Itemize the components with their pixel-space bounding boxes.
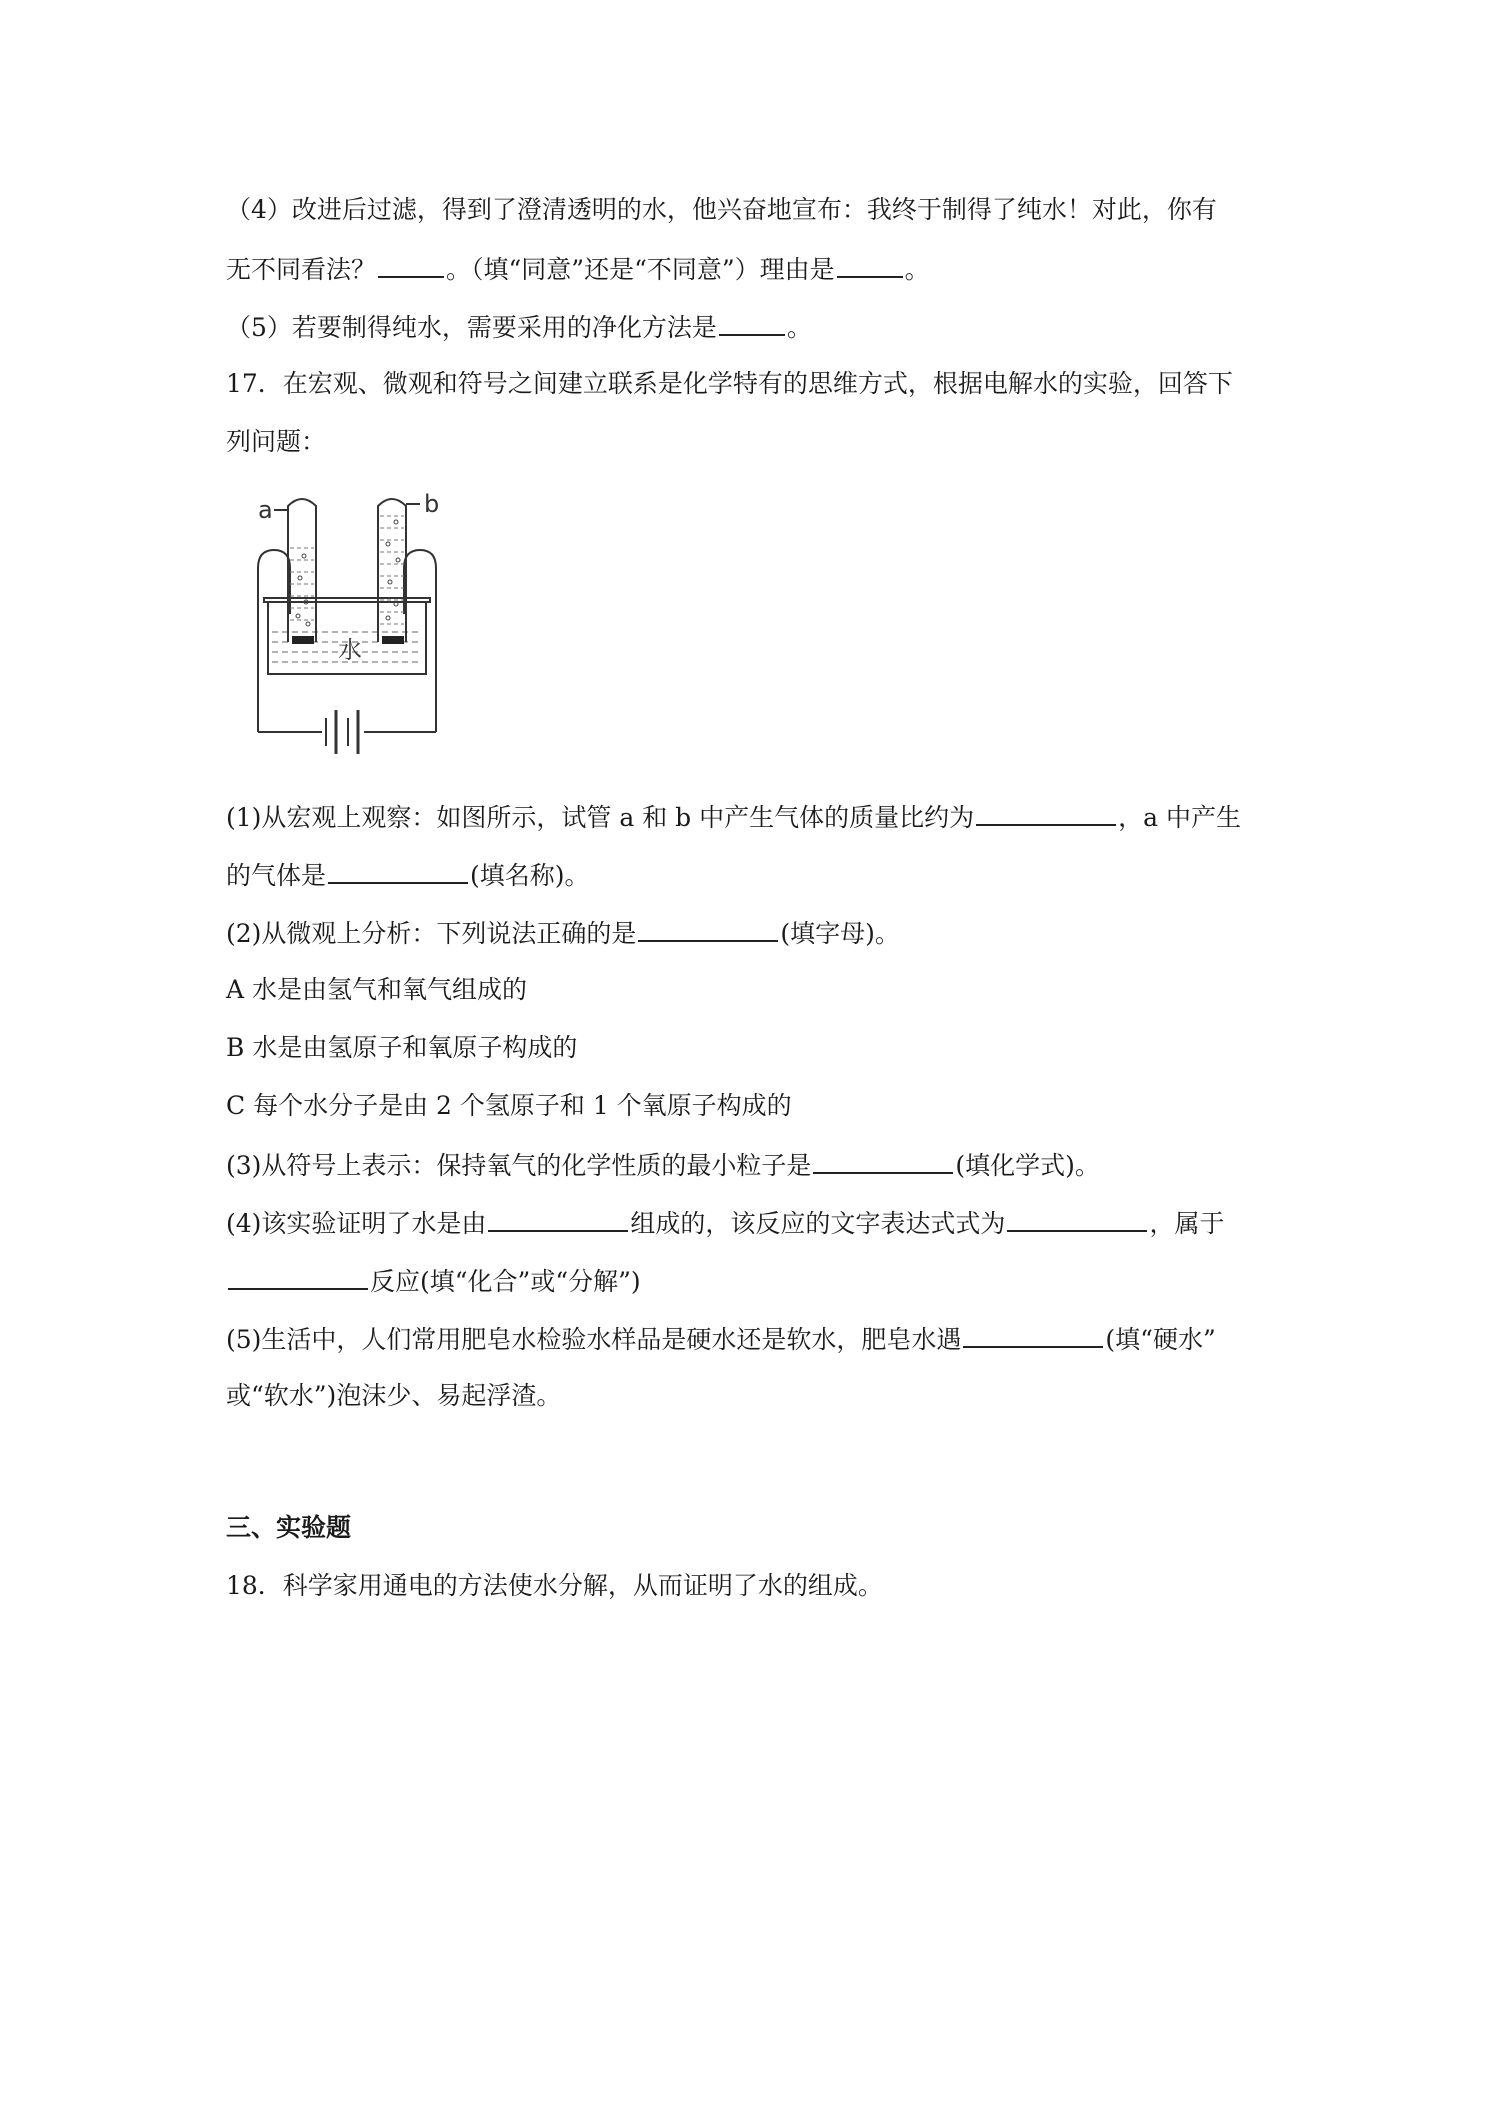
electrolysis-apparatus-figure	[228, 486, 468, 776]
answer-blank[interactable]	[719, 308, 785, 336]
q17-sub1-line1: (1)从宏观上观察：如图所示，试管 a 和 b 中产生气体的质量比约为 ，a 中产生	[226, 798, 1241, 836]
answer-blank[interactable]	[228, 1262, 368, 1290]
q17-stem-line2: 列问题：	[226, 427, 327, 456]
q17-sub3: (3)从符号上表示：保持氧气的化学性质的最小粒子是 (填化学式)。	[226, 1146, 1100, 1184]
label-a: a	[258, 496, 273, 524]
label-water: 水	[338, 636, 362, 664]
electrode-b	[382, 636, 404, 644]
label-b: b	[424, 490, 440, 518]
answer-blank[interactable]	[976, 798, 1116, 826]
electrolysis-diagram	[228, 486, 468, 776]
q17-option-b: B 水是由氢原子和氧原子构成的	[226, 1033, 578, 1062]
q18-stem: 18．科学家用通电的方法使水分解，从而证明了水的组成。	[226, 1571, 883, 1600]
answer-blank[interactable]	[813, 1146, 953, 1174]
answer-blank[interactable]	[488, 1204, 628, 1232]
test-tube-b	[378, 499, 406, 642]
q16-part5: （5）若要制得纯水，需要采用的净化方法是 。	[226, 308, 812, 346]
q17-option-c: C 每个水分子是由 2 个氢原子和 1 个氧原子构成的	[226, 1091, 792, 1120]
answer-blank[interactable]	[378, 250, 444, 278]
answer-blank[interactable]	[638, 914, 778, 942]
q17-sub5-line2: 或“软水”)泡沫少、易起浮渣。	[226, 1381, 562, 1410]
bubbles-a	[296, 554, 310, 626]
q17-sub4-line1: (4)该实验证明了水是由 组成的，该反应的文字表达式式为 ，属于	[226, 1204, 1224, 1242]
answer-blank[interactable]	[963, 1320, 1103, 1348]
tube-b-liquid	[380, 516, 404, 624]
left-wire	[258, 550, 290, 732]
q17-sub4-line2: 反应(填“化合”或“分解”)	[226, 1262, 641, 1300]
test-tube-a	[288, 499, 316, 642]
q17-sub5-line1: (5)生活中，人们常用肥皂水检验水样品是硬水还是软水，肥皂水遇 (填“硬水”	[226, 1320, 1216, 1358]
q17-sub1-line2: 的气体是 (填名称)。	[226, 856, 590, 894]
q17-option-a: A 水是由氢气和氧气组成的	[226, 975, 528, 1004]
answer-blank[interactable]	[837, 250, 903, 278]
q17-stem-line1: 17．在宏观、微观和符号之间建立联系是化学特有的思维方式，根据电解水的实验，回答下	[226, 369, 1233, 398]
section-heading: 三、实验题	[226, 1513, 352, 1542]
right-wire	[404, 550, 436, 732]
answer-blank[interactable]	[328, 856, 468, 884]
q17-sub2: (2)从微观上分析：下列说法正确的是 (填字母)。	[226, 914, 900, 952]
bubbles-b	[386, 520, 400, 620]
electrode-a	[292, 636, 314, 644]
battery-icon	[326, 710, 358, 754]
q16-part4-line1: （4）改进后过滤，得到了澄清透明的水，他兴奋地宣布：我终于制得了纯水！对此，你有	[226, 195, 1217, 224]
q16-part4-line2: 无不同看法？ 。（填“同意”还是“不同意”）理由是 。	[226, 250, 930, 288]
tube-a-liquid	[290, 548, 314, 620]
answer-blank[interactable]	[1007, 1204, 1147, 1232]
